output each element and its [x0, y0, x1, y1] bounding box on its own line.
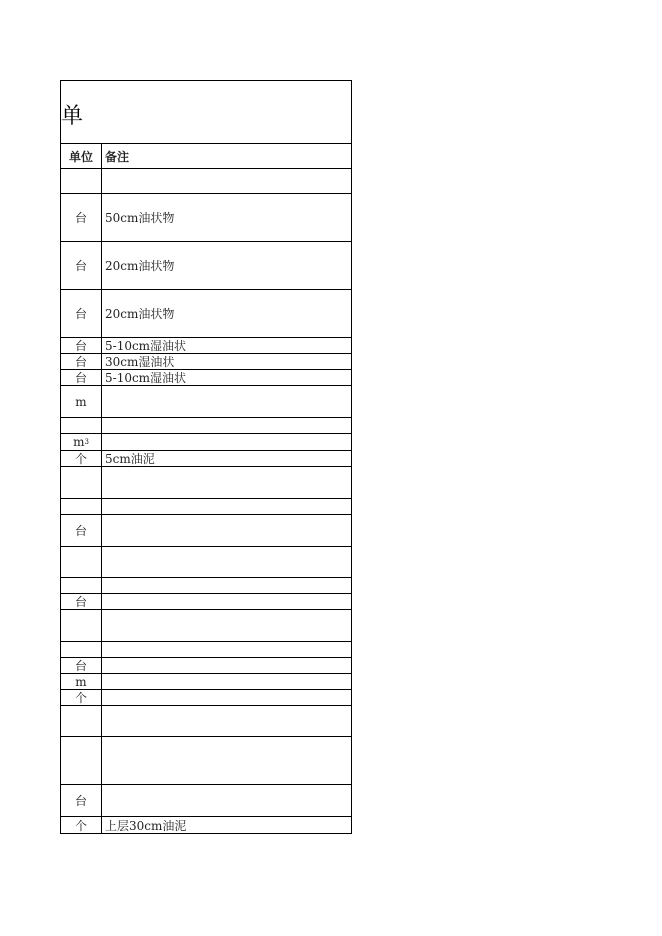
- table-row: [61, 290, 351, 338]
- note-cell[interactable]: [102, 594, 351, 609]
- unit-cell[interactable]: [61, 690, 102, 705]
- unit-cell[interactable]: [61, 386, 102, 417]
- note-cell[interactable]: 上层30cm油泥: [105, 818, 187, 833]
- unit-cell[interactable]: [61, 354, 102, 369]
- note-cell[interactable]: 30cm湿油状: [105, 355, 175, 369]
- unit-cell[interactable]: [61, 610, 102, 641]
- unit-cell[interactable]: [61, 434, 102, 450]
- unit-cell[interactable]: [61, 338, 102, 353]
- unit-text: m: [75, 674, 87, 689]
- table-row: [61, 674, 351, 690]
- table-row: [61, 370, 351, 386]
- unit-cell[interactable]: [61, 594, 102, 609]
- table-row: [61, 354, 351, 370]
- unit-cell[interactable]: [61, 290, 102, 337]
- table-row: [61, 706, 351, 737]
- note-cell[interactable]: [102, 642, 351, 657]
- unit-cell[interactable]: [61, 817, 102, 833]
- unit-cell[interactable]: [61, 706, 102, 736]
- unit-cell[interactable]: [61, 194, 102, 241]
- table-row: [61, 658, 351, 674]
- unit-cell[interactable]: [61, 499, 102, 514]
- title-cell[interactable]: [61, 81, 351, 144]
- unit-cell[interactable]: [61, 169, 102, 193]
- note-cell[interactable]: [102, 418, 351, 433]
- unit-text: 个: [74, 452, 87, 466]
- table-row: [61, 169, 351, 194]
- table-row: [61, 418, 351, 434]
- unit-cell[interactable]: [61, 515, 102, 546]
- unit-text: 台: [74, 524, 87, 538]
- unit-text: 台: [74, 259, 87, 273]
- table-row: [61, 610, 351, 642]
- note-cell[interactable]: [102, 610, 351, 641]
- unit-cell[interactable]: [61, 451, 102, 466]
- table-row: [61, 434, 351, 451]
- unit-cell[interactable]: [61, 578, 102, 593]
- unit-cell[interactable]: [61, 242, 102, 289]
- note-cell[interactable]: [102, 578, 351, 593]
- unit-text: 台: [74, 211, 87, 225]
- table-row: [61, 785, 351, 817]
- note-cell[interactable]: [102, 785, 351, 816]
- unit-text: 台: [74, 659, 87, 673]
- table-row: [61, 594, 351, 610]
- note-cell[interactable]: [102, 434, 351, 450]
- table-row: [61, 642, 351, 658]
- note-cell[interactable]: [102, 706, 351, 736]
- note-cell[interactable]: [102, 690, 351, 705]
- unit-text: m: [75, 394, 87, 409]
- unit-text: 台: [74, 307, 87, 321]
- table-row: [61, 242, 351, 290]
- note-cell[interactable]: 20cm油状物: [105, 259, 175, 273]
- note-cell[interactable]: 20cm油状物: [105, 307, 175, 321]
- table-row: [61, 194, 351, 242]
- unit-text: 台: [74, 355, 87, 369]
- header-note[interactable]: 备注: [105, 149, 130, 164]
- unit-text: 个: [74, 691, 87, 705]
- note-cell[interactable]: [102, 169, 351, 193]
- table-row: [61, 515, 351, 547]
- unit-cell[interactable]: [61, 737, 102, 784]
- table-row: [61, 467, 351, 499]
- table-row: [61, 338, 351, 354]
- unit-cell[interactable]: [61, 547, 102, 577]
- note-cell[interactable]: [102, 467, 351, 498]
- note-cell[interactable]: [102, 386, 351, 417]
- table-row: [61, 690, 351, 706]
- note-cell[interactable]: [102, 658, 351, 673]
- note-cell[interactable]: [102, 547, 351, 577]
- unit-text: 台: [74, 794, 87, 808]
- unit-cell[interactable]: [61, 674, 102, 689]
- table-row: [61, 499, 351, 515]
- sheet-title: 单: [61, 104, 84, 129]
- header-row: [61, 144, 351, 169]
- note-cell[interactable]: 5-10cm湿油状: [105, 339, 187, 353]
- unit-cell[interactable]: [61, 418, 102, 433]
- unit-text: 台: [74, 371, 87, 385]
- spreadsheet-table: [60, 80, 352, 834]
- unit-cell[interactable]: [61, 370, 102, 385]
- unit-cell[interactable]: [61, 467, 102, 498]
- unit-text: m: [73, 435, 85, 449]
- unit-cell[interactable]: [61, 785, 102, 816]
- note-cell[interactable]: [102, 674, 351, 689]
- table-row: [61, 386, 351, 418]
- table-row: [61, 451, 351, 467]
- unit-text: 台: [74, 339, 87, 353]
- unit-superscript: 3: [84, 438, 89, 446]
- table-row: [61, 547, 351, 578]
- note-cell[interactable]: [102, 515, 351, 546]
- note-cell[interactable]: 50cm油状物: [105, 211, 175, 225]
- table-row: [61, 578, 351, 594]
- note-cell[interactable]: 5cm油泥: [105, 452, 155, 466]
- table-row: [61, 817, 351, 833]
- unit-text: 个: [74, 818, 87, 833]
- table-row: [61, 737, 351, 785]
- unit-text: 台: [74, 595, 87, 609]
- note-cell[interactable]: [102, 737, 351, 784]
- unit-cell[interactable]: [61, 642, 102, 657]
- note-cell[interactable]: 5-10cm湿油状: [105, 371, 187, 385]
- header-unit[interactable]: 单位: [61, 144, 102, 168]
- note-cell[interactable]: [102, 499, 351, 514]
- unit-cell[interactable]: [61, 658, 102, 673]
